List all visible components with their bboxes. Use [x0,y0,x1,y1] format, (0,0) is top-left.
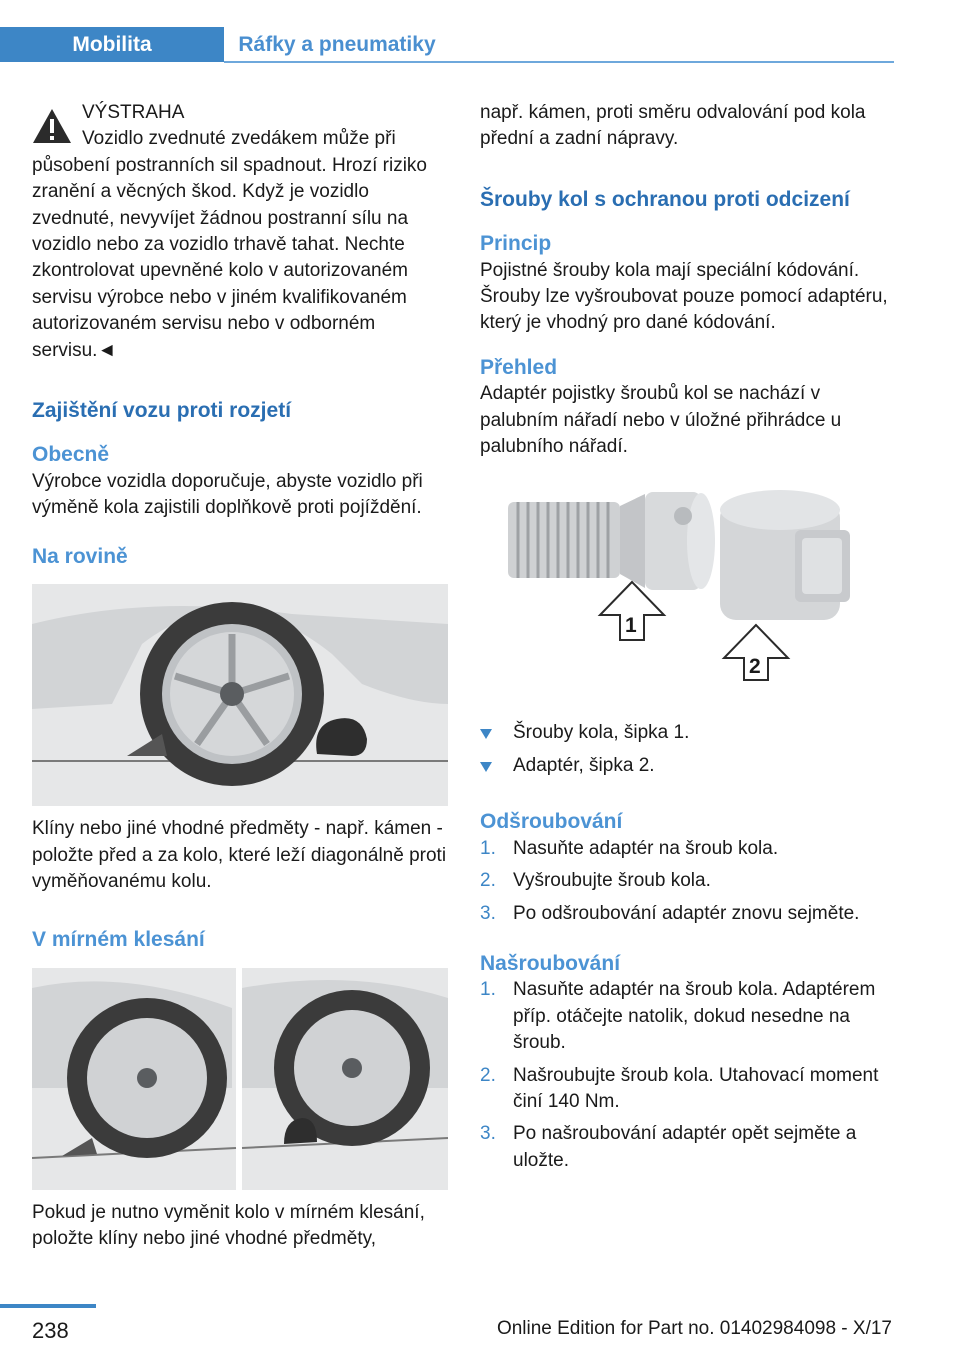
flat-wheel-illustration [32,584,448,806]
list-item: 1. Nasuňte adaptér na šroub kola. [480,837,779,859]
bullet-triangle-icon [480,729,492,739]
bolt-adapter-illustration [480,480,896,710]
heading-unscrew: Odšroubování [480,810,623,834]
warning-icon [32,108,72,144]
left-column [32,100,450,1253]
list-item: 3. Po odšroubování adaptér znovu sejměte. [480,902,860,924]
edition-info: Online Edition for Part no. 01402984098 - X/17 [496,1318,892,1339]
slope-wheel-drawing [32,968,448,1190]
list-item: 2. Našroubujte šroub kola. Utahovací moment činí 140 Nm. [480,1064,879,1112]
principle-text: Pojistné šrouby kola mají speciální kódování. Šrouby lze vyšroubovat pouze pomocí adaptéru, který je vhodný pro dané kódování. [480,259,888,334]
page-number: 238 [32,1318,69,1343]
general-text: Výrobce vozidla doporučuje, abyste vozidlo při výměně kola zajistili doplňkově proti pojíždění. [32,470,423,519]
section-title-wheel-chock: Zajištění vozu proti rozjetí [32,399,292,423]
overview-text: Adaptér pojistky šroubů kol se nachází v palubním nářadí nebo v úložné přihrádce u palubního nářadí. [480,383,842,458]
tab-rafky-label: Ráfky a pneumatiky [238,32,436,56]
screw-steps [480,977,898,1174]
right-column [480,100,898,1174]
warning-title: VÝSTRAHA [82,102,185,123]
arrow-1-label: 1 [625,614,637,638]
bullet-triangle-icon [480,762,492,772]
flat-wheel-drawing [32,584,448,806]
heading-general: Obecně [32,443,110,467]
section-title-locking-bolts: Šrouby kol s ochranou proti odcizení [480,187,850,211]
adapter-drawing [720,490,850,620]
slope-wheel-illustration [32,968,448,1190]
list-item: Adaptér, šipka 2. [480,753,898,779]
heading-screw: Našroubování [480,951,621,975]
slope-text: Pokud je nutno vyměnit kolo v mírném klesání, položte klíny nebo jiné vhodné předměty, [32,1201,425,1250]
list-item: Šrouby kola, šipka 1. [480,720,898,746]
continued-text: např. kámen, proti směru odvalování pod kola přední a zadní nápravy. [480,102,866,150]
unscrew-steps [480,836,898,927]
tab-mobilita-label: Mobilita [72,32,152,56]
list-item: 3. Po našroubování adaptér opět sejměte a uložte. [480,1123,857,1171]
heading-overview: Přehled [480,355,558,379]
heading-flat: Na rovině [32,544,128,568]
arrow-2-label: 2 [749,655,761,679]
tab-mobilita[interactable] [0,27,224,62]
warning-block [32,100,450,126]
heading-slope: V mírném klesání [32,928,205,952]
header-divider [224,61,894,63]
list-item: 2. Vyšroubujte šroub kola. [480,870,711,892]
warning-text: Vozidlo zvednuté zvedákem může při působení postranních sil spadnout. Hrozí riziko zranění a věcných škod. Když je vozidlo zvednuté, nevyvíjet žádnou postranní sílu na vozidlo nebo za vozidlo trhavě tahat. Nechte zkontrolovat upevněné kolo v autorizovaném servisu výrobce nebo v jiném kvalifikovaném autorizovaném servisu nebo v odborném servisu.◄ [32,128,427,361]
list-item: 1. Nasuňte adaptér na šroub kola. Adaptérem příp. otáčejte natolik, dokud nesedne na šroub. [480,979,876,1054]
flat-text: Klíny nebo jiné vhodné předměty - např. kámen - položte před a za kolo, které leží diagonálně proti vyměňovanému kolu. [32,818,447,892]
heading-principle: Princip [480,232,552,256]
bolt-drawing [508,492,715,590]
bolt-legend-list [480,720,898,779]
tab-rafky[interactable] [224,27,450,62]
bolt-adapter-drawing [480,480,896,710]
footer-accent-bar [0,1304,96,1308]
